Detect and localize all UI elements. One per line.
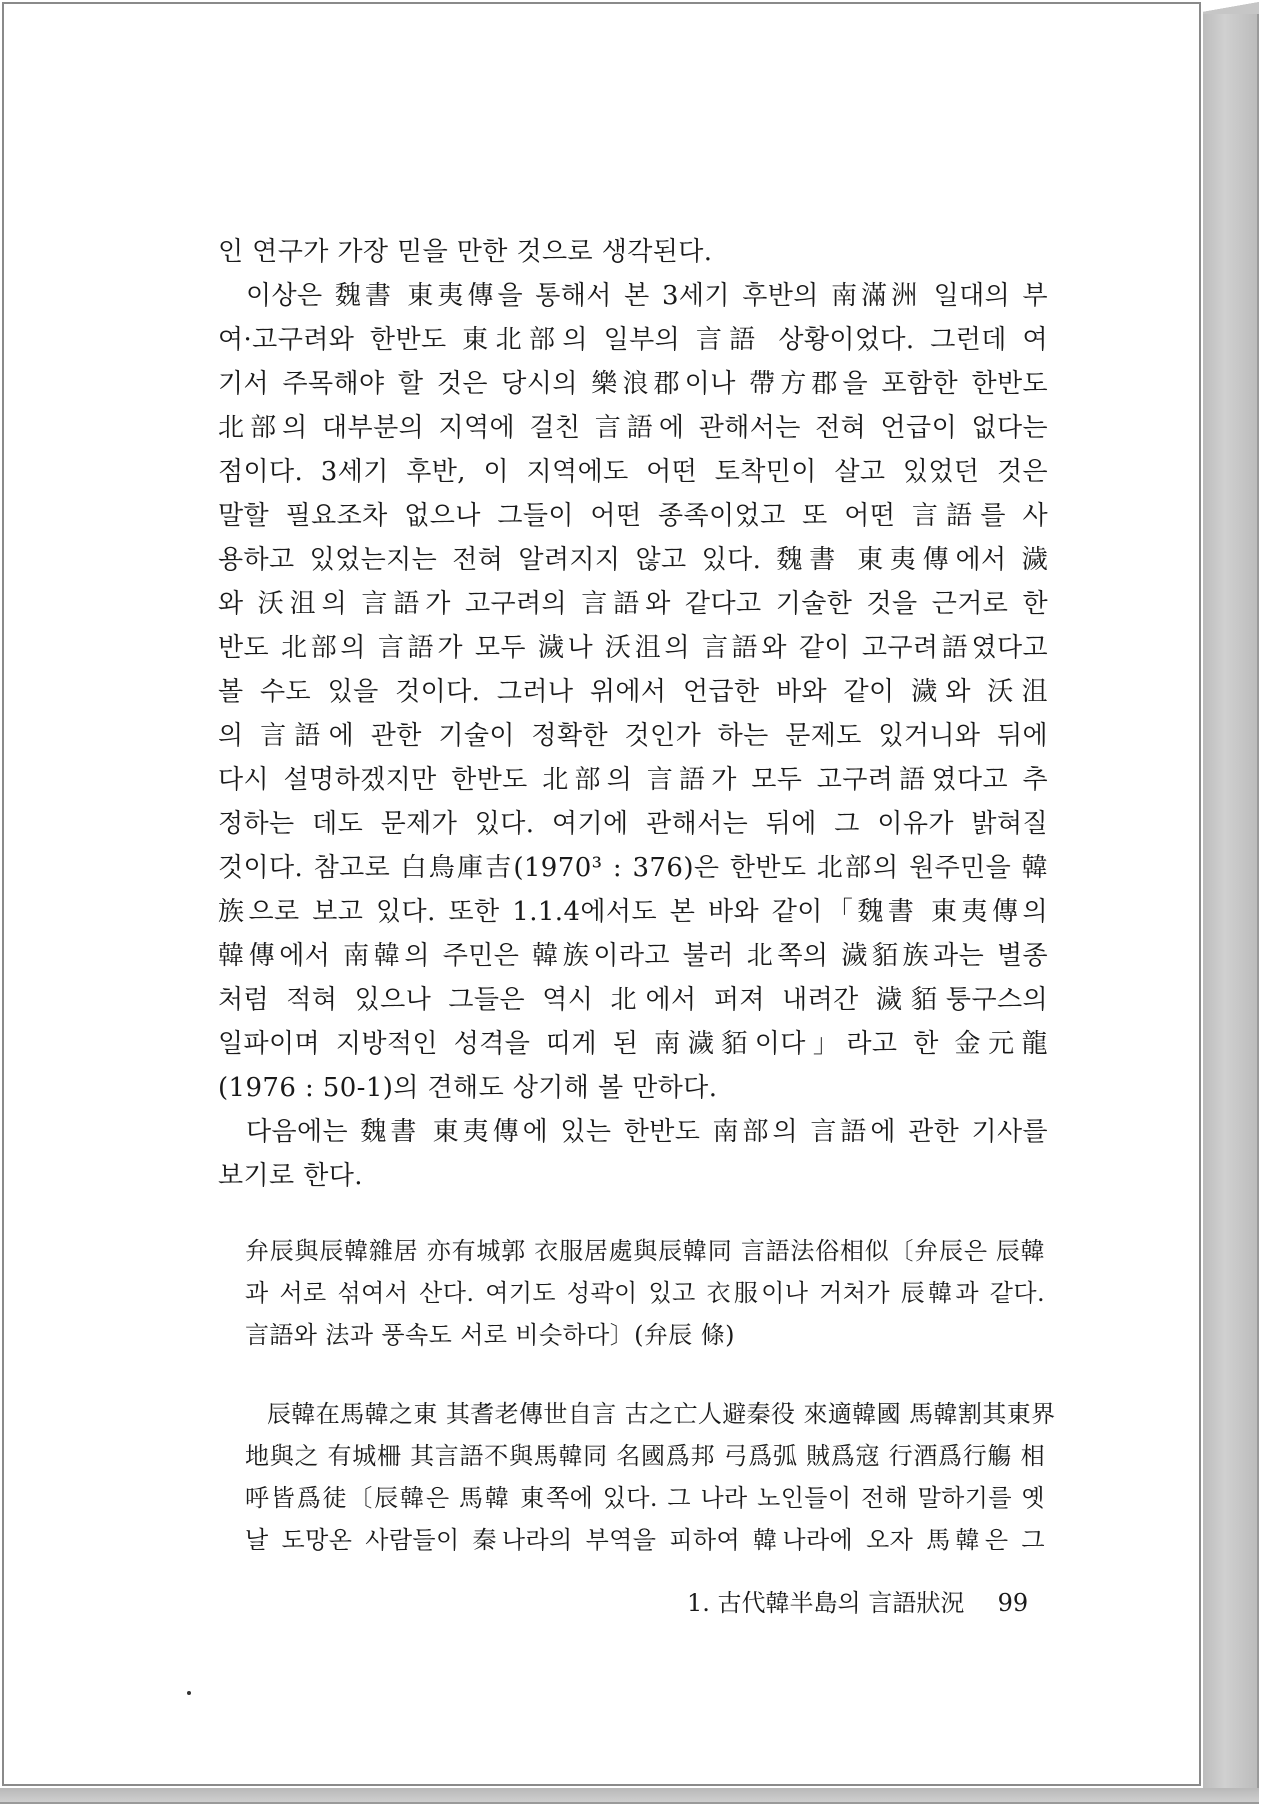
quotation-jinhan	[245, 1393, 1056, 1561]
text-line: 것이다. 참고로 白鳥庫吉(1970³ : 376)은 한반도 北部의 원주민을 韓	[218, 853, 1048, 883]
text-line: 北部의 대부분의 지역에 걸친 言語에 관해서는 전혀 언급이 없다는	[218, 413, 1048, 443]
page-footer	[687, 1583, 1027, 1623]
text-line: 점이다. 3세기 후반, 이 지역에도 어떤 토착민이 살고 있었던 것은	[218, 457, 1048, 487]
text-line: 여·고구려와 한반도 東北部의 일부의 言語 상황이었다. 그런데 여	[218, 325, 1048, 355]
text-line: 보기로 한다.	[218, 1161, 363, 1191]
text-line: 정하는 데도 문제가 있다. 여기에 관해서는 뒤에 그 이유가 밝혀질	[218, 809, 1048, 839]
text-line: (1976 : 50-1)의 견해도 상기해 볼 만하다.	[218, 1073, 718, 1103]
quote-line: 地與之 有城柵 其言語不與馬韓同 名國爲邦 弓爲弧 賊爲寇 行酒爲行觴 相	[245, 1442, 1045, 1470]
paragraph	[218, 1110, 1048, 1198]
text-line: 말할 필요조차 없으나 그들이 어떤 종족이었고 또 어떤 言語를 사	[218, 501, 1048, 531]
text-line: 族으로 보고 있다. 또한 1.1.4에서도 본 바와 같이「魏書 東夷傳의	[218, 897, 1048, 927]
quote-line: 날 도망온 사람들이 秦나라의 부역을 피하여 韓나라에 오자 馬韓은 그	[245, 1526, 1045, 1554]
quotation-bianchen	[245, 1230, 1045, 1356]
quote-line: 辰韓在馬韓之東 其耆老傳世自言 古之亡人避秦役 來適韓國 馬韓割其東界	[267, 1400, 1056, 1428]
text-line: 의 言語에 관한 기술이 정확한 것인가 하는 문제도 있거니와 뒤에	[218, 721, 1048, 751]
quote-line: 과 서로 섞여서 산다. 여기도 성곽이 있고 衣服이나 거처가 辰韓과 같다.	[245, 1279, 1045, 1307]
text-line: 다시 설명하겠지만 한반도 北部의 言語가 모두 고구려語였다고 추	[218, 765, 1048, 795]
body-text	[218, 230, 1048, 1198]
running-title: 1. 古代韓半島의 言語狀況	[687, 1589, 965, 1617]
text-line: 볼 수도 있을 것이다. 그러나 위에서 언급한 바와 같이 濊와 沃沮	[218, 677, 1048, 707]
text-line: 일파이며 지방적인 성격을 띠게 된 南濊貊이다」라고 한 金元龍	[218, 1029, 1048, 1059]
text-line: 용하고 있었는지는 전혀 알려지지 않고 있다. 魏書 東夷傳에서 濊	[218, 545, 1048, 575]
page-edge-bottom	[0, 1788, 1259, 1804]
text-line: 와 沃沮의 言語가 고구려의 言語와 같다고 기술한 것을 근거로 한	[218, 589, 1048, 619]
text-line: 반도 北部의 言語가 모두 濊나 沃沮의 言語와 같이 고구려語였다고	[218, 633, 1048, 663]
page-number: 99	[997, 1589, 1029, 1617]
page-edge-right	[1203, 14, 1259, 1796]
text-line: 기서 주목해야 할 것은 당시의 樂浪郡이나 帶方郡을 포함한 한반도	[218, 369, 1048, 399]
quote-line: 呼皆爲徒〔辰韓은 馬韓 東쪽에 있다. 그 나라 노인들이 전해 말하기를 옛	[245, 1484, 1045, 1512]
text-line: 다음에는 魏書 東夷傳에 있는 한반도 南部의 言語에 관한 기사를	[246, 1117, 1048, 1147]
speck-mark	[187, 1691, 191, 1695]
text-line: 처럼 적혀 있으나 그들은 역시 北에서 퍼져 내려간 濊貊퉁구스의	[218, 985, 1048, 1015]
quote-line: 言語와 法과 풍속도 서로 비슷하다〕(弁辰 條)	[245, 1321, 735, 1349]
quote-line: 弁辰與辰韓雜居 亦有城郭 衣服居處與辰韓同 言語法俗相似〔弁辰은 辰韓	[245, 1237, 1045, 1265]
text-line: 인 연구가 가장 믿을 만한 것으로 생각된다.	[218, 237, 713, 267]
paragraph	[218, 274, 1048, 1110]
text-line: 이상은 魏書 東夷傳을 통해서 본 3세기 후반의 南滿洲 일대의 부	[246, 281, 1048, 311]
text-line: 韓傳에서 南韓의 주민은 韓族이라고 불러 北쪽의 濊貊族과는 별종	[218, 941, 1048, 971]
